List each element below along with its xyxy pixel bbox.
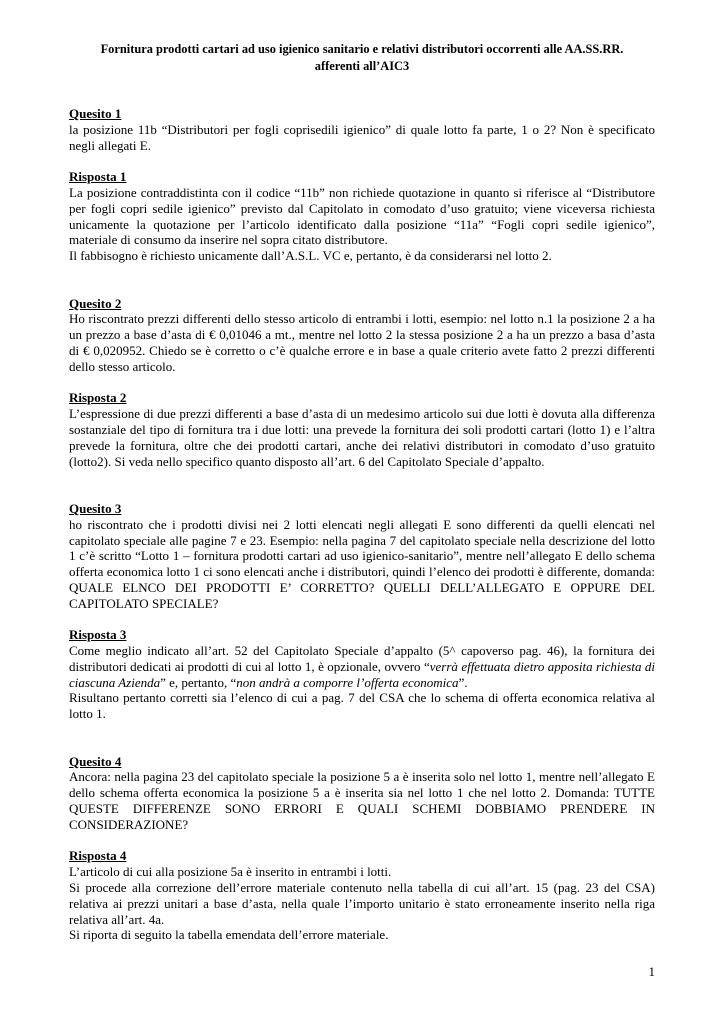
answer-paragraph: Si riporta di seguito la tabella emendata dell’errore materiale. [69,927,389,943]
page-number: 1 [648,964,655,979]
answer-block-2 [69,390,655,469]
question-block-3 [69,501,655,612]
document-body [69,106,655,943]
answer-text: Come meglio indicato all’art. 52 del Capitolato Speciale d’appalto (5^ capoverso pag. 46), la fornitura dei distributori dedicati ai prodotti di cui al lotto 1, è opzionale, ovvero “ [69,643,655,674]
question-text: la posizione 11b “Distributori per fogli coprisedili igienico” di quale lotto fa parte, 1 o 2? Non è specificato negli allegati E. [69,121,655,153]
answer-paragraph: L’espressione di due prezzi differenti a base d’asta di un medesimo articolo sui due lotti è dovuta alla differenza sostanziale del tipo di fornitura tra i due lotti: una prevede la fornitura dei soli prodotti cartari (lotto 1) e l’altra prevede la fornitura, oltre che dei prodotti cartari, anche dei relativi distributori in comodato d’uso gratuito (lotto2). Si veda nello specifico quanto disposto all’art. 6 del Capitolato Speciale d’appalto. [69,406,655,469]
answer-paragraph: La posizione contraddistinta con il codice “11b” non richiede quotazione in quanto si riferisce al “Distributore per fogli copri sedile igienico” previsto dal Capitolato in comodato d’uso gratuito; viene viceversa richiesta unicamente la quotazione per l’articolo identificato dalla posizione “11a” “Fogli copri sedile igienico”, materiale di consumo da inserire nel sopra citato distributore. [69,184,655,248]
question-block-4 [69,754,655,833]
answer-paragraph: L’articolo di cui alla posizione 5a è inserito in entrambi i lotti. [69,864,392,880]
title-line-1: Fornitura prodotti cartari ad uso igienico sanitario e relativi distributori occorrenti alle AA.SS.RR. [100,42,624,56]
title-line-2: afferenti all’AIC3 [314,59,410,73]
answer-paragraph: Risultano pertanto corretti sia l’elenco di cui a pag. 7 del CSA che lo schema di offerta economica relativa al lotto 1. [69,690,655,722]
answer-heading: Risposta 3 [69,627,127,643]
answer-text: ”. [458,674,468,690]
question-text: Ancora: nella pagina 23 del capitolato speciale la posizione 5 a è inserita solo nel lotto 1, mentre nell’allegato E dello schema offerta economica la posizione 5 a è inserita sia nel lotto 1 che nel lotto 2. Domanda: TUTTE QUESTE DIFFERENZE SONO ERRORI E QUALI SCHEMI DOBBIAMO PRENDERE IN CONSIDERAZIONE? [69,769,655,832]
question-heading: Quesito 3 [69,500,122,516]
document-title [69,41,655,75]
answer-block-1 [69,169,655,264]
answer-paragraph: Si procede alla correzione dell’errore materiale contenuto nella tabella di cui all’art. 15 (pag. 23 del CSA) relativa ai prezzi unitari a base d’asta, nella quale l’importo unitario è stato erroneamente inserito nella riga relativa all’art. 4a. [69,880,655,927]
answer-heading: Risposta 4 [69,848,127,864]
answer-paragraph [69,643,655,690]
question-text: Ho riscontrato prezzi differenti dello stesso articolo di entrambi i lotti, esempio: nel lotto n.1 la posizione 2 a ha un prezzo a base d’asta di € 0,01046 a mt., mentre nel lotto 2 la stessa posizione 2 a ha un prezzo a basa d’asta di € 0,020952. Chiedo se è corretto o c’è qualche errore e in base a quale criterio avete fatto 2 prezzi differenti dello stesso articolo. [69,311,655,374]
answer-paragraph: Il fabbisogno è richiesto unicamente dall’A.S.L. VC e, pertanto, è da considerarsi nel lotto 2. [69,248,552,264]
question-heading: Quesito 2 [69,295,122,311]
question-heading: Quesito 4 [69,753,122,769]
answer-quote-italic: non andrà a comporre l’offerta economica [236,674,459,690]
answer-block-3 [69,627,655,722]
question-block-1 [69,106,655,153]
question-text: ho riscontrato che i prodotti divisi nei 2 lotti elencati negli allegati E sono differenti da quelli elencati nel capitolato speciale alle pagine 7 e 23. Esempio: nella pagina 7 del capitolato speciale nella descrizione del lotto 1 c’è scritto “Lotto 1 – fornitura prodotti cartari ad uso igienico-sanitario”, mentre nell’allegato E dello schema offerta economica lotto 1 ci sono elencati anche i distributori, quindi l’elenco dei prodotti è differente, domanda: QUALE ELNCO DEI PRODOTTI E’ CORRETTO? QUELLI DELL’ALLEGATO E OPPURE DEL CAPITOLATO SPECIALE? [69,516,655,611]
question-block-2 [69,296,655,375]
answer-heading: Risposta 1 [69,169,127,185]
answer-quote-italic: verrà effettuata dietro apposita richiesta di ciascuna Azienda [69,658,656,690]
answer-text: ” e, pertanto, “ [160,674,237,690]
answer-block-4 [69,848,655,943]
question-heading: Quesito 1 [69,106,122,121]
answer-heading: Risposta 2 [69,390,127,406]
